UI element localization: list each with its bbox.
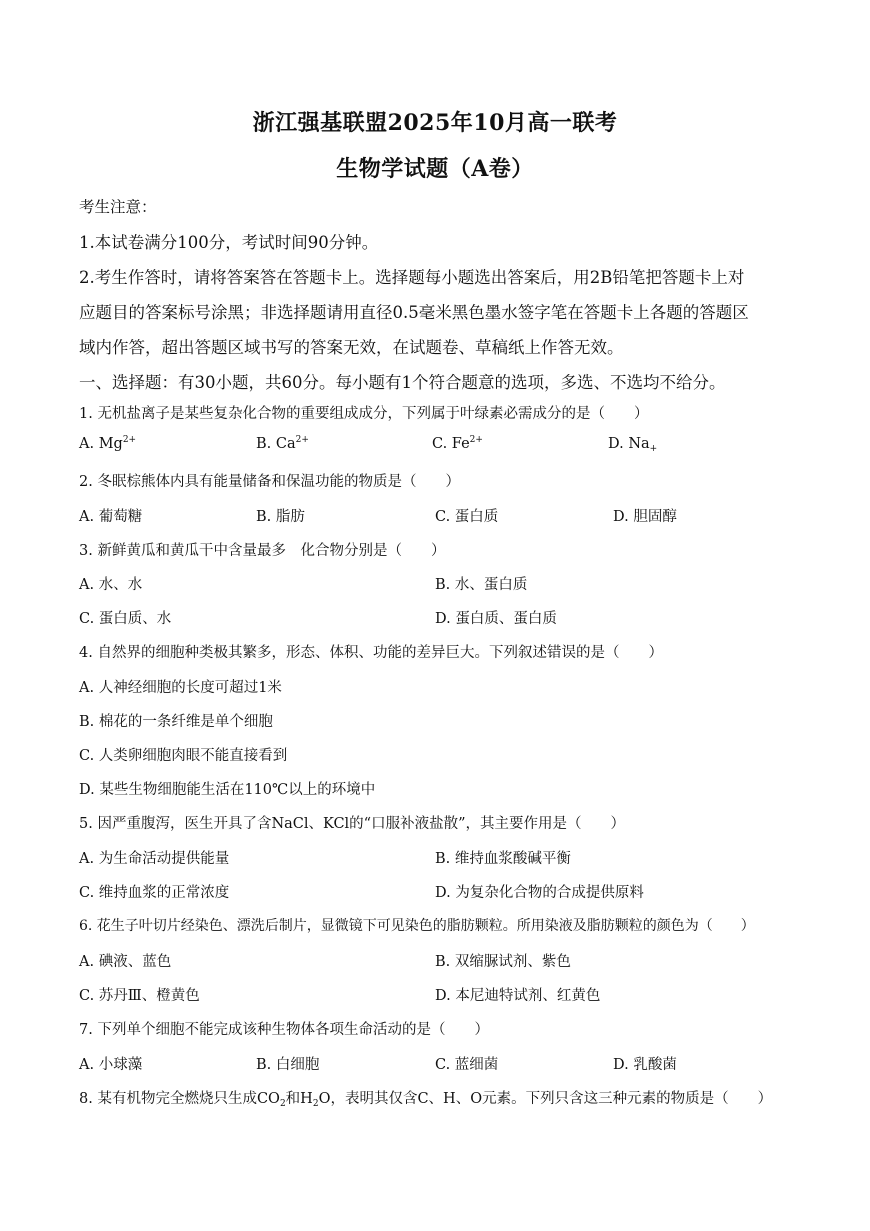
notice-item-2-line-1: 2.考生作答时，请将答案答在答题卡上。选择题每小题选出答案后，用2B铅笔把答题卡上对 xyxy=(79,268,745,287)
question-6-option-b[interactable]: B. 双缩脲试剂、紫色 xyxy=(435,954,571,970)
page-title: 浙江强基联盟2025年10月高一联考 xyxy=(252,110,618,136)
question-5-stem: 5. 因严重腹泻，医生开具了含NaCl、KCl的“口服补液盐散”，其主要作用是（ ） xyxy=(79,816,626,832)
question-1-option-c[interactable]: C. $Fe^{2+}$ xyxy=(432,435,483,452)
question-2-stem: 2. 冬眠棕熊体内具有能量储备和保温功能的物质是（ ） xyxy=(79,474,460,490)
question-3-option-a[interactable]: A. 水、水 xyxy=(79,577,143,593)
question-5-option-c[interactable]: C. 维持血浆的正常浓度 xyxy=(79,885,230,901)
question-4-option-c[interactable]: C. 人类卵细胞肉眼不能直接看到 xyxy=(79,748,288,764)
question-3-option-b[interactable]: B. 水、蛋白质 xyxy=(435,577,528,593)
notice-heading: 考生注意： xyxy=(79,198,157,216)
section-heading: 一、选择题：有30小题，共60分。每小题有1个符合题意的选项，多选、不选均不给分。 xyxy=(79,373,726,392)
notice-item-1: 1.本试卷满分100分，考试时间90分钟。 xyxy=(79,233,379,252)
question-1-stem: 1. 无机盐离子是某些复杂化合物的重要组成成分，下列属于叶绿素必需成分的是（ ） xyxy=(79,406,649,422)
question-5-option-b[interactable]: B. 维持血浆酸碱平衡 xyxy=(435,851,571,867)
question-7-option-d[interactable]: D. 乳酸菌 xyxy=(613,1057,677,1073)
question-1-option-a[interactable]: A. $Mg^{2+}$ xyxy=(79,435,137,452)
question-5-option-d[interactable]: D. 为复杂化合物的合成提供原料 xyxy=(435,885,644,901)
question-2-option-c[interactable]: C. 蛋白质 xyxy=(435,509,499,525)
question-5-option-a[interactable]: A. 为生命活动提供能量 xyxy=(79,851,230,867)
question-3-option-c[interactable]: C. 蛋白质、水 xyxy=(79,611,172,627)
question-2-option-a[interactable]: A. 葡萄糖 xyxy=(79,509,143,525)
page-subtitle: 生物学试题（A卷） xyxy=(336,156,534,182)
question-4-stem: 4. 自然界的细胞种类极其繁多，形态、体积、功能的差异巨大。下列叙述错误的是（ ） xyxy=(79,645,663,661)
question-7-option-b[interactable]: B. 白细胞 xyxy=(256,1057,320,1073)
question-6-option-a[interactable]: A. 碘液、蓝色 xyxy=(79,954,172,970)
question-6-option-c[interactable]: C. 苏丹Ⅲ、橙黄色 xyxy=(79,988,200,1004)
notice-item-2-line-3: 域内作答，超出答题区域书写的答案无效，在试题卷、草稿纸上作答无效。 xyxy=(79,338,624,357)
question-3-stem: 3. 新鲜黄瓜和黄瓜干中含量最多 化合物分别是（ ） xyxy=(79,543,446,559)
notice-item-2-line-2: 应题目的答案标号涂黑；非选择题请用直径0.5毫米黑色墨水签字笔在答题卡上各题的答题区 xyxy=(79,303,749,322)
question-4-option-a[interactable]: A. 人神经细胞的长度可超过1米 xyxy=(79,680,282,696)
question-8-stem: 8. 某有机物完全燃烧只生成$CO_2$和$H_2O$，表明其仅含C、H、O元素。下列只含这三种元素的物质是（ ） xyxy=(79,1091,773,1109)
question-7-option-c[interactable]: C. 蓝细菌 xyxy=(435,1057,499,1073)
question-2-option-d[interactable]: D. 胆固醇 xyxy=(613,509,677,525)
question-1-option-d[interactable]: D. $Na_+$ xyxy=(608,436,658,454)
question-7-stem: 7. 下列单个细胞不能完成该种生物体各项生命活动的是（ ） xyxy=(79,1022,489,1038)
question-6-stem: 6. 花生子叶切片经染色、漂洗后制片，显微镜下可见染色的脂肪颗粒。所用染液及脂肪颗粒的颜色为（ ） xyxy=(79,918,755,934)
question-1-option-b[interactable]: B. $Ca^{2+}$ xyxy=(256,435,309,452)
question-6-option-d[interactable]: D. 本尼迪特试剂、红黄色 xyxy=(435,988,601,1004)
question-4-option-b[interactable]: B. 棉花的一条纤维是单个细胞 xyxy=(79,714,273,730)
question-3-option-d[interactable]: D. 蛋白质、蛋白质 xyxy=(435,611,557,627)
question-2-option-b[interactable]: B. 脂肪 xyxy=(256,509,305,525)
question-7-option-a[interactable]: A. 小球藻 xyxy=(79,1057,143,1073)
question-4-option-d[interactable]: D. 某些生物细胞能生活在110℃以上的环境中 xyxy=(79,782,376,798)
